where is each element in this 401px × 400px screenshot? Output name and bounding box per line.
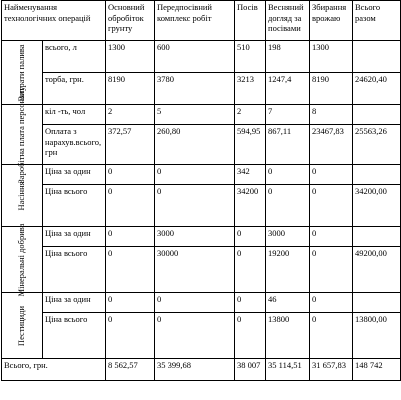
table-row: [2, 227, 401, 247]
total-cell: 38 007: [235, 359, 266, 381]
table-cell: 8190: [310, 73, 353, 105]
row-label: Ціна всього: [43, 185, 106, 227]
table-cell: 3780: [155, 73, 235, 105]
header-col-4: Збирання врожаю: [310, 1, 353, 41]
row-label: кіл -ть, чол: [43, 105, 106, 125]
table-cell: 0: [235, 247, 266, 293]
table-row: [2, 293, 401, 313]
header-col-0: Основний обробіток грунту: [106, 1, 155, 41]
table-cell: 2: [235, 105, 266, 125]
table-cell: 260,80: [155, 125, 235, 165]
table-row: [2, 125, 401, 165]
table-cell: 25563,26: [353, 125, 401, 165]
cost-table: [1, 0, 401, 381]
group-label: Мінеральні добрива: [16, 223, 27, 296]
table-cell: 3000: [266, 227, 310, 247]
table-cell: 0: [106, 227, 155, 247]
total-cell: 35 114,51: [266, 359, 310, 381]
group-label-cell: [2, 293, 43, 359]
table-row: [2, 41, 401, 73]
table-row: [2, 185, 401, 227]
table-cell: 49200,00: [353, 247, 401, 293]
group-label: Пестициди: [16, 305, 27, 346]
header-row: [2, 1, 401, 41]
table-cell: 510: [235, 41, 266, 73]
table-cell: 0: [106, 313, 155, 359]
table-cell: 0: [235, 293, 266, 313]
table-cell: [353, 165, 401, 185]
table-cell: 46: [266, 293, 310, 313]
table-row: [2, 73, 401, 105]
table-cell: [353, 105, 401, 125]
row-label: Ціна всього: [43, 247, 106, 293]
total-row: [2, 359, 401, 381]
table-cell: 24620,40: [353, 73, 401, 105]
table-cell: 2: [106, 105, 155, 125]
row-label: Ціна за один: [43, 293, 106, 313]
table-cell: 198: [266, 41, 310, 73]
table-cell: 13800,00: [353, 313, 401, 359]
group-label-cell: [2, 86, 43, 183]
table-cell: 0: [106, 185, 155, 227]
row-label: торба, грн.: [43, 73, 106, 105]
total-label: Всього, грн.: [2, 359, 106, 381]
table-cell: 0: [310, 293, 353, 313]
table-cell: 13800: [266, 313, 310, 359]
table-cell: 0: [155, 165, 235, 185]
table-cell: 34200,00: [353, 185, 401, 227]
table-cell: 0: [106, 165, 155, 185]
table-cell: 3213: [235, 73, 266, 105]
table-cell: 0: [155, 293, 235, 313]
table-row: [2, 313, 401, 359]
table-cell: 1247,4: [266, 73, 310, 105]
table-cell: 342: [235, 165, 266, 185]
table-cell: 0: [235, 313, 266, 359]
row-label: Ціна за один: [43, 165, 106, 185]
table-cell: 5: [155, 105, 235, 125]
group-label: Заробітна плата персоналу: [16, 86, 27, 183]
table-cell: 8: [310, 105, 353, 125]
table-row: [2, 165, 401, 185]
table-cell: 7: [266, 105, 310, 125]
table-cell: 867,11: [266, 125, 310, 165]
row-label: Оплата з нарахув.всього, грн: [43, 125, 106, 165]
table-cell: 8190: [106, 73, 155, 105]
table-cell: 0: [310, 185, 353, 227]
table-cell: 0: [266, 165, 310, 185]
table-cell: 600: [155, 41, 235, 73]
table-cell: 1300: [310, 41, 353, 73]
table-cell: [353, 41, 401, 73]
table-cell: 1300: [106, 41, 155, 73]
total-cell: 35 399,68: [155, 359, 235, 381]
header-operations: Найменування технологічних операцій: [2, 1, 106, 41]
group-label: Витрати палива: [16, 43, 27, 102]
header-col-2: Посів: [235, 1, 266, 41]
header-col-1: Передпосівний комплекс робіт: [155, 1, 235, 41]
table-cell: 0: [310, 165, 353, 185]
table-cell: 0: [106, 293, 155, 313]
header-col-5: Всього разом: [353, 1, 401, 41]
table-cell: 23467,83: [310, 125, 353, 165]
row-label: всього, л: [43, 41, 106, 73]
table-cell: 30000: [155, 247, 235, 293]
table-cell: 0: [266, 185, 310, 227]
total-cell: 8 562,57: [106, 359, 155, 381]
table-cell: 0: [106, 247, 155, 293]
table-cell: 0: [155, 185, 235, 227]
table-cell: 34200: [235, 185, 266, 227]
row-label: Ціна всього: [43, 313, 106, 359]
table-cell: 3000: [155, 227, 235, 247]
header-col-3: Весняний догляд за посівами: [266, 1, 310, 41]
table-row: [2, 247, 401, 293]
table-row: [2, 105, 401, 125]
row-label: Ціна за один: [43, 227, 106, 247]
group-label: Насіння: [16, 180, 27, 211]
table-cell: 594,95: [235, 125, 266, 165]
group-label-cell: [2, 223, 43, 296]
table-cell: 0: [155, 313, 235, 359]
total-cell: 148 742: [353, 359, 401, 381]
total-cell: 31 657,83: [310, 359, 353, 381]
table-cell: 0: [310, 227, 353, 247]
table-cell: 19200: [266, 247, 310, 293]
table-cell: 0: [310, 313, 353, 359]
table-cell: [353, 227, 401, 247]
table-cell: 372,57: [106, 125, 155, 165]
table-cell: 0: [235, 227, 266, 247]
group-label-cell: [2, 165, 43, 227]
table-cell: [353, 293, 401, 313]
table-cell: 0: [310, 247, 353, 293]
